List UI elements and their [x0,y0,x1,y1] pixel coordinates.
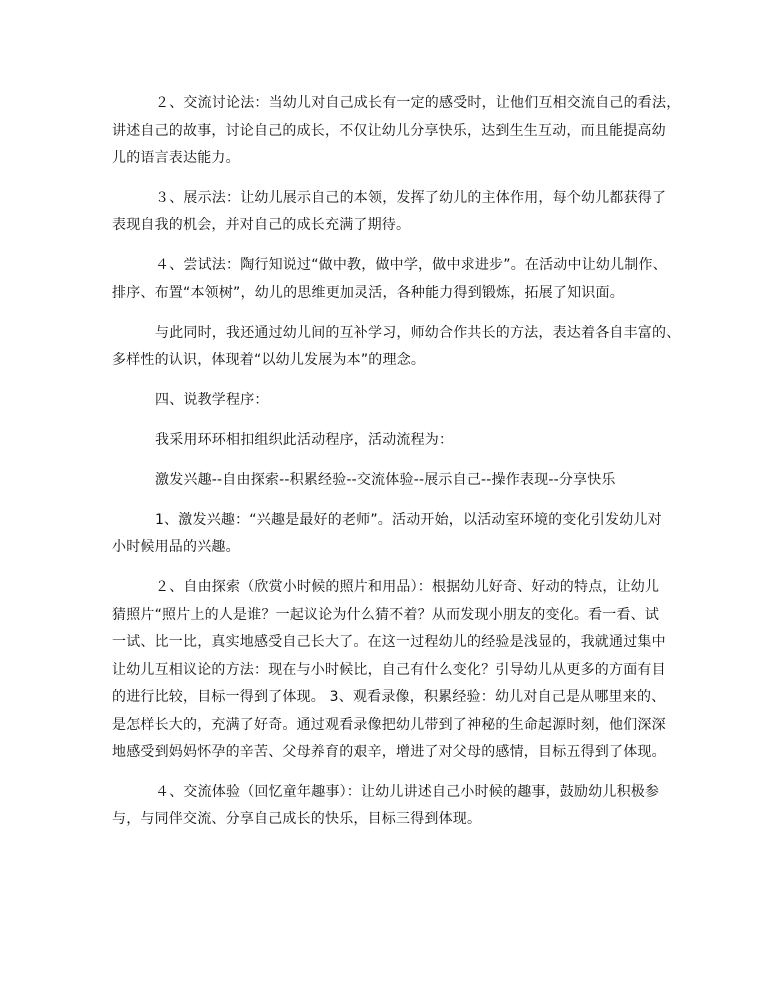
paragraph-line: 与，与同伴交流、分享自己成长的快乐，目标三得到体现。 [112,811,482,827]
paragraph-line: ３、展示法：让幼儿展示自己的本领，发挥了幼儿的主体作用，每个幼儿都获得了 [155,190,667,206]
process-flow: 激发兴趣--自由探索--积累经验--交流体验--展示自己--操作表现--分享快乐 [155,472,616,488]
paragraph-line: 多样性的认识，体现着“以幼儿发展为本”的理念。 [112,352,426,368]
paragraph-line: 儿的语言表达能力。 [112,150,240,166]
paragraph-line: 是怎样长大的，充满了好奇。通过观看录像把幼儿带到了神秘的生命起源时刻，他们深深 [112,717,666,733]
paragraph-line: ４、尝试法：陶行知说过“做中教，做中学，做中求进步”。在活动中让幼儿制作、 [155,257,667,273]
paragraph-line: ４、交流体验（回忆童年趣事）：让幼儿讲述自己小时候的趣事，鼓励幼儿积极参 [155,784,660,800]
paragraph-line: 的进行比较，目标一得到了体现。 3、观看录像，积累经验：幼儿对自己是从哪里来的、 [112,689,666,705]
paragraph-line: 讲述自己的故事，讨论自己的成长，不仅让幼儿分享快乐，达到生生互动，而且能提高幼 [112,123,666,139]
paragraph-line: 地感受到妈妈怀孕的辛苦、父母养育的艰辛，增进了对父母的感情，目标五得到了体现。 [112,744,666,760]
section-heading: 四、说教学程序： [155,392,269,408]
paragraph-line: 一试、比一比，真实地感受自己长大了。在这一过程幼儿的经验是浅显的，我就通过集中 [112,634,666,650]
paragraph-line: ２、交流讨论法：当幼儿对自己成长有一定的感受时，让他们互相交流自己的看法， [155,95,681,111]
paragraph-line: 让幼儿互相议论的方法：现在与小时候比，自己有什么变化？引导幼儿从更多的方面有目 [112,662,666,678]
paragraph-line: 小时候用品的兴趣。 [112,539,240,555]
paragraph-line: 表现自我的机会，并对自己的成长充满了期待。 [112,217,411,233]
paragraph-line: 猜照片“照片上的人是谁？一起议论为什么猜不着？从而发现小朋友的变化。看一看、试 [112,607,660,623]
paragraph-line: 排序、布置“本领树”，幼儿的思维更加灵活，各种能力得到锻炼，拓展了知识面。 [112,285,624,301]
paragraph-line: 与此同时，我还通过幼儿间的互补学习，师幼合作共长的方法，表达着各自丰富的、 [155,325,681,341]
paragraph-line: ２、自由探索（欣赏小时候的照片和用品）：根据幼儿好奇、好动的特点，让幼儿 [155,579,660,595]
paragraph-line: 1、激发兴趣：“兴趣是最好的老师”。活动开始，以活动室环境的变化引发幼儿对 [155,512,662,528]
paragraph-line: 我采用环环相扣组织此活动程序，活动流程为： [155,432,454,448]
